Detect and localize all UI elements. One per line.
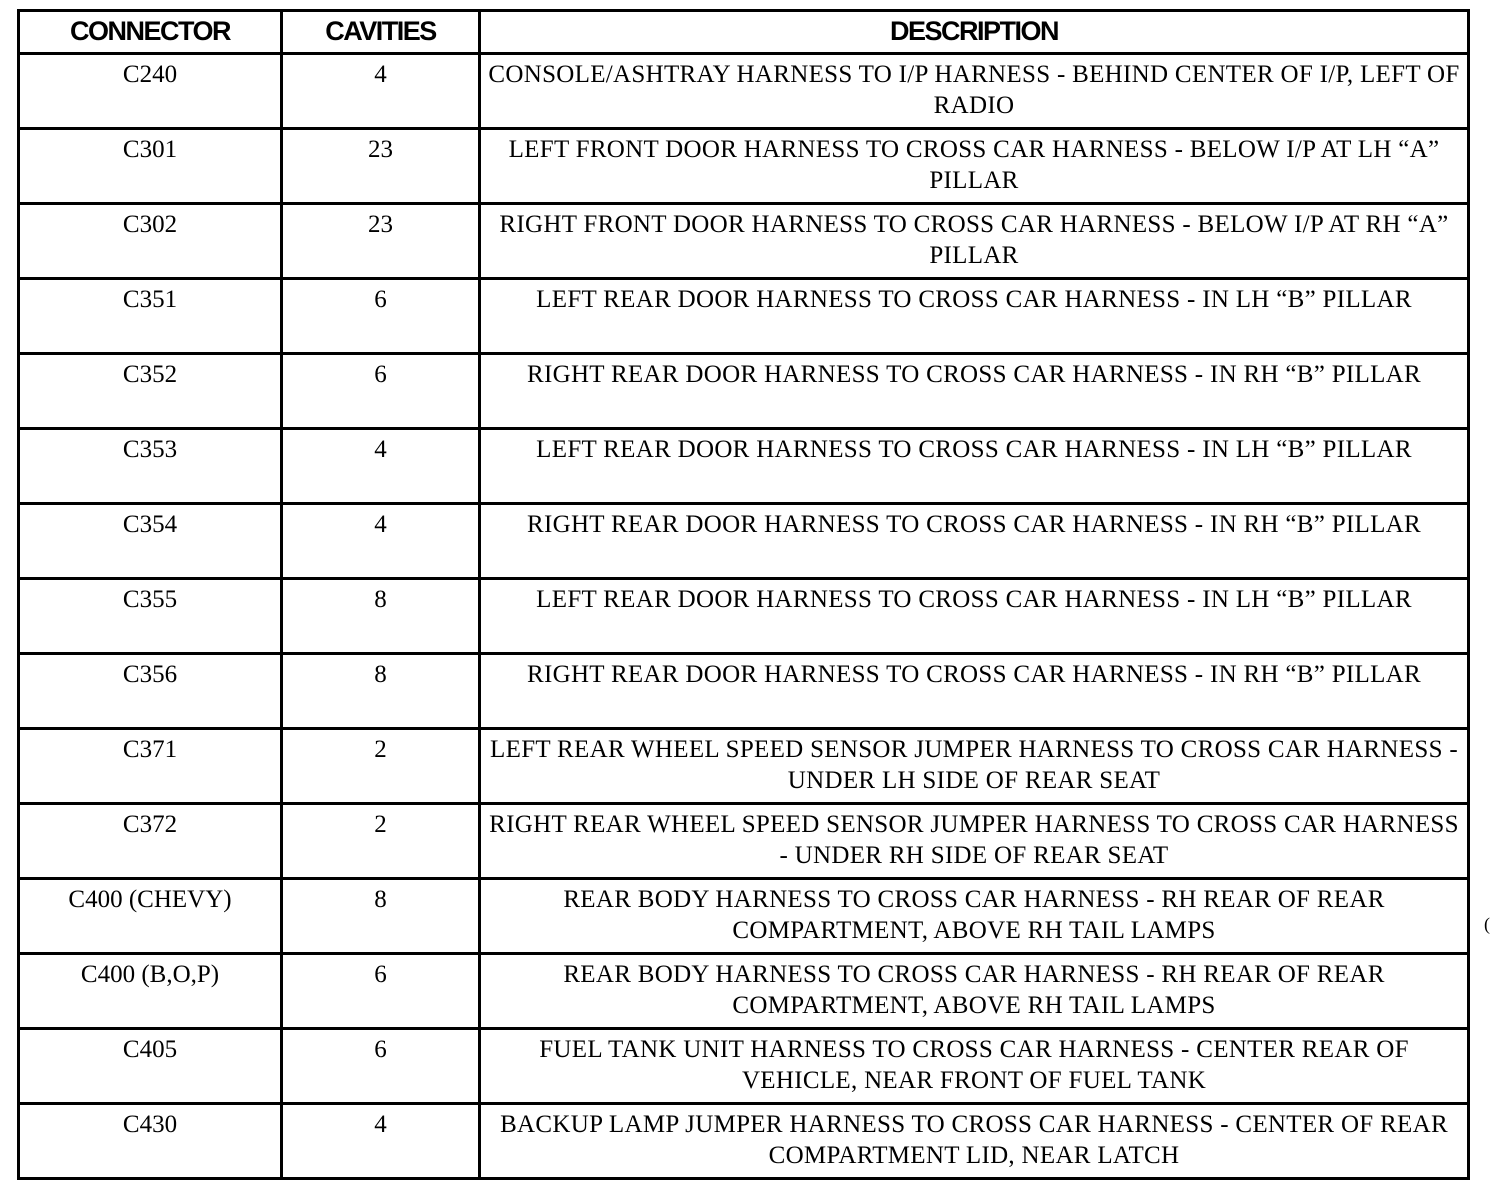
description-cell: LEFT REAR DOOR HARNESS TO CROSS CAR HARNESS - IN LH “B” PILLAR	[480, 429, 1469, 504]
connector-cell: C355	[19, 579, 282, 654]
table-row	[19, 1104, 1469, 1179]
description-cell: RIGHT FRONT DOOR HARNESS TO CROSS CAR HARNESS - BELOW I/P AT RH “A” PILLAR	[480, 204, 1469, 279]
description-cell: RIGHT REAR DOOR HARNESS TO CROSS CAR HARNESS - IN RH “B” PILLAR	[480, 654, 1469, 729]
cavities-cell: 8	[282, 879, 480, 954]
cavities-cell: 4	[282, 429, 480, 504]
cavities-cell: 4	[282, 54, 480, 129]
connector-cell: C400 (B,O,P)	[19, 954, 282, 1029]
description-cell: RIGHT REAR DOOR HARNESS TO CROSS CAR HARNESS - IN RH “B” PILLAR	[480, 504, 1469, 579]
table-row	[19, 129, 1469, 204]
cavities-cell: 8	[282, 579, 480, 654]
table-row	[19, 954, 1469, 1029]
connector-cell: C354	[19, 504, 282, 579]
margin-mark: (	[1484, 914, 1490, 934]
connector-cell: C430	[19, 1104, 282, 1179]
header-row	[19, 11, 1469, 54]
description-cell: REAR BODY HARNESS TO CROSS CAR HARNESS - RH REAR OF REAR COMPARTMENT, ABOVE RH TAIL LAMPS	[480, 879, 1469, 954]
header-description: DESCRIPTION	[480, 11, 1469, 54]
description-cell: LEFT REAR DOOR HARNESS TO CROSS CAR HARNESS - IN LH “B” PILLAR	[480, 579, 1469, 654]
table-row	[19, 579, 1469, 654]
table-row	[19, 279, 1469, 354]
connector-cell: C356	[19, 654, 282, 729]
connector-cell: C351	[19, 279, 282, 354]
table-row	[19, 804, 1469, 879]
cavities-cell: 4	[282, 504, 480, 579]
description-cell: RIGHT REAR DOOR HARNESS TO CROSS CAR HARNESS - IN RH “B” PILLAR	[480, 354, 1469, 429]
table-row	[19, 54, 1469, 129]
table-row	[19, 729, 1469, 804]
table-row	[19, 504, 1469, 579]
table-body	[19, 54, 1469, 1179]
description-cell: CONSOLE/ASHTRAY HARNESS TO I/P HARNESS - BEHIND CENTER OF I/P, LEFT OF RADIO	[480, 54, 1469, 129]
description-cell: FUEL TANK UNIT HARNESS TO CROSS CAR HARNESS - CENTER REAR OF VEHICLE, NEAR FRONT OF FUEL TANK	[480, 1029, 1469, 1104]
connector-cell: C371	[19, 729, 282, 804]
description-cell: BACKUP LAMP JUMPER HARNESS TO CROSS CAR HARNESS - CENTER OF REAR COMPARTMENT LID, NEAR LATCH	[480, 1104, 1469, 1179]
cavities-cell: 6	[282, 954, 480, 1029]
cavities-cell: 4	[282, 1104, 480, 1179]
connector-cell: C400 (CHEVY)	[19, 879, 282, 954]
table-row	[19, 1029, 1469, 1104]
description-cell: LEFT REAR WHEEL SPEED SENSOR JUMPER HARNESS TO CROSS CAR HARNESS - UNDER LH SIDE OF REAR SEAT	[480, 729, 1469, 804]
description-cell: REAR BODY HARNESS TO CROSS CAR HARNESS - RH REAR OF REAR COMPARTMENT, ABOVE RH TAIL LAMPS	[480, 954, 1469, 1029]
table-header	[19, 11, 1469, 54]
connector-cell: C372	[19, 804, 282, 879]
cavities-cell: 6	[282, 1029, 480, 1104]
connector-cell: C352	[19, 354, 282, 429]
table-row	[19, 354, 1469, 429]
cavities-cell: 2	[282, 804, 480, 879]
connector-table	[17, 9, 1470, 1180]
table-row	[19, 654, 1469, 729]
cavities-cell: 23	[282, 129, 480, 204]
description-cell: LEFT REAR DOOR HARNESS TO CROSS CAR HARNESS - IN LH “B” PILLAR	[480, 279, 1469, 354]
table-row	[19, 879, 1469, 954]
connector-cell: C353	[19, 429, 282, 504]
connector-cell: C301	[19, 129, 282, 204]
connector-cell: C240	[19, 54, 282, 129]
cavities-cell: 2	[282, 729, 480, 804]
description-cell: RIGHT REAR WHEEL SPEED SENSOR JUMPER HARNESS TO CROSS CAR HARNESS - UNDER RH SIDE OF REAR SEAT	[480, 804, 1469, 879]
cavities-cell: 23	[282, 204, 480, 279]
header-cavities: CAVITIES	[282, 11, 480, 54]
cavities-cell: 8	[282, 654, 480, 729]
table-row	[19, 204, 1469, 279]
table-row	[19, 429, 1469, 504]
description-cell: LEFT FRONT DOOR HARNESS TO CROSS CAR HARNESS - BELOW I/P AT LH “A” PILLAR	[480, 129, 1469, 204]
cavities-cell: 6	[282, 279, 480, 354]
cavities-cell: 6	[282, 354, 480, 429]
header-connector: CONNECTOR	[19, 11, 282, 54]
connector-cell: C302	[19, 204, 282, 279]
connector-cell: C405	[19, 1029, 282, 1104]
